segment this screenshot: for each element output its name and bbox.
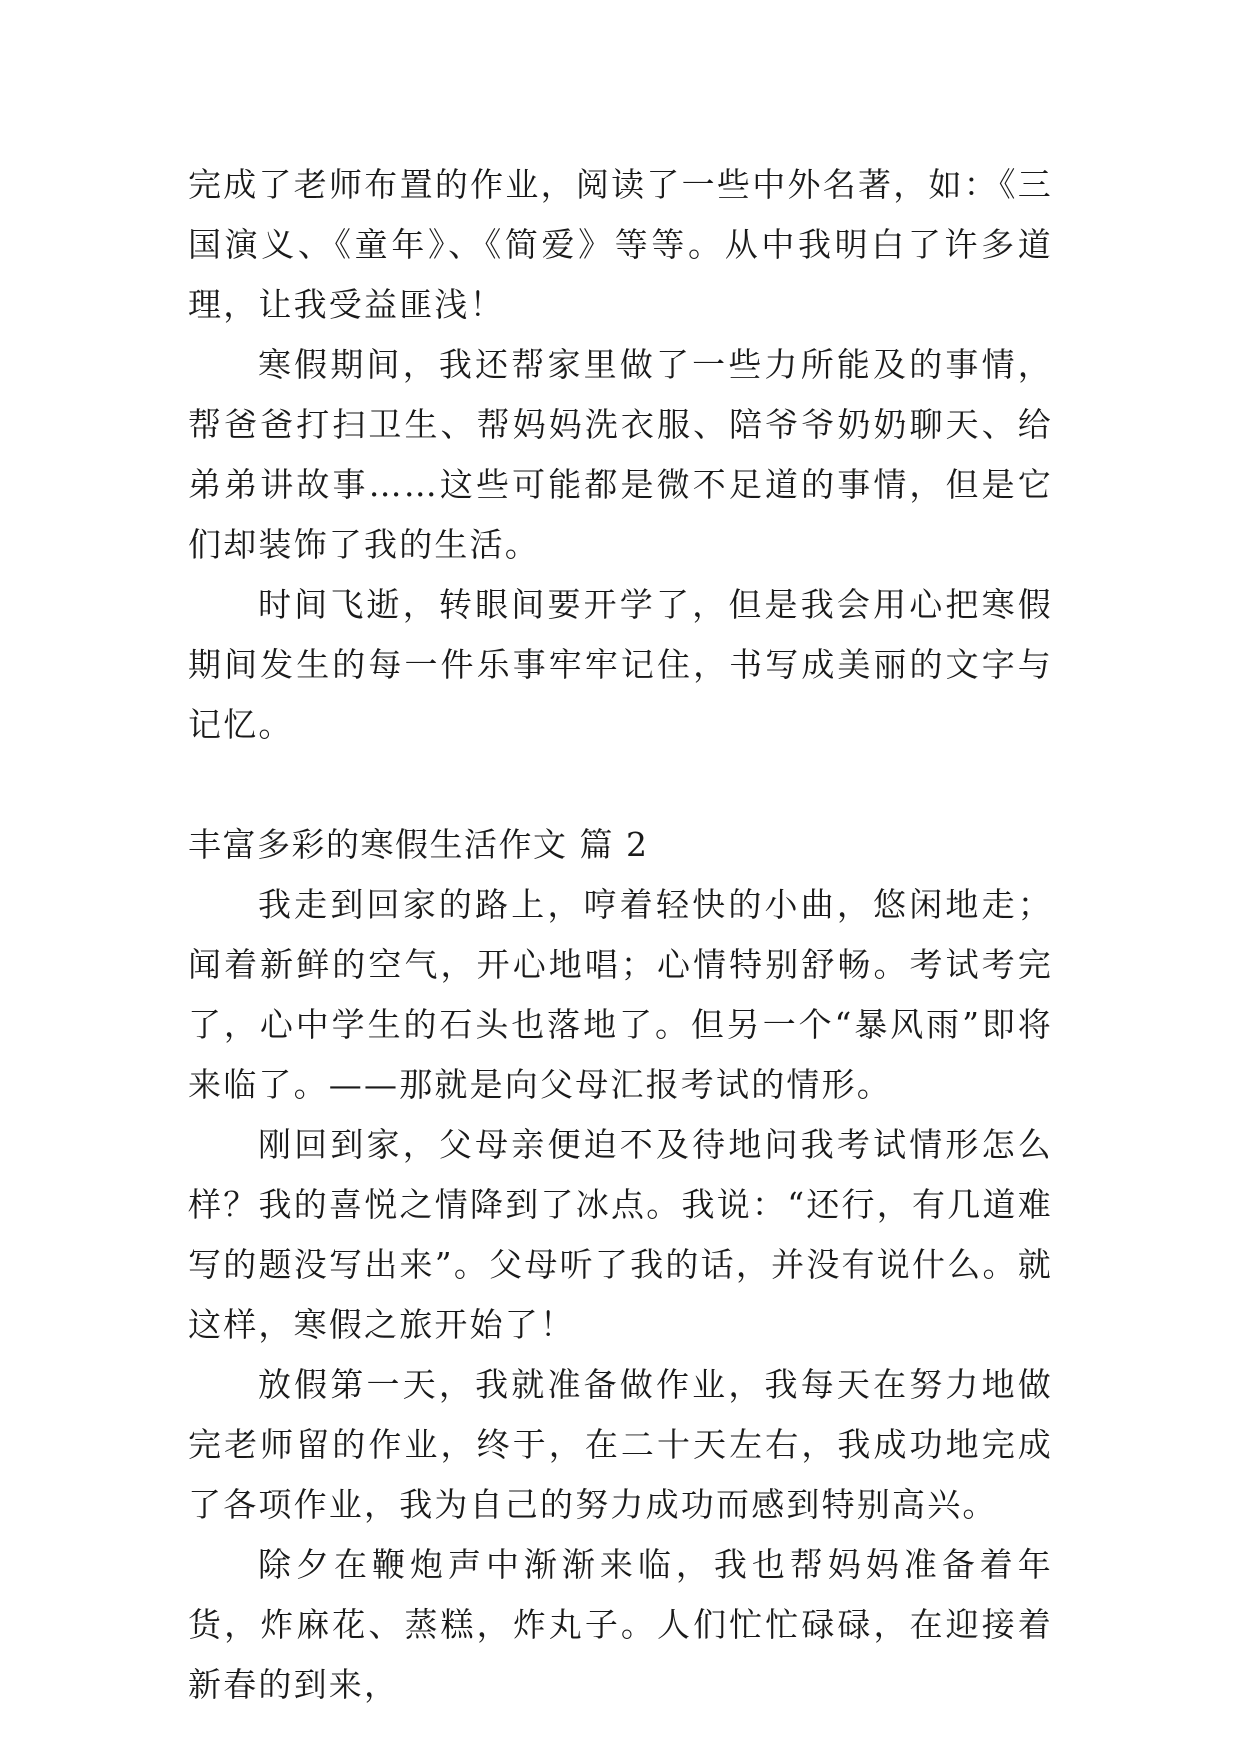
paragraph: 刚回到家，父母亲便迫不及待地问我考试情形怎么样？我的喜悦之情降到了冰点。我说：“还行，有几道难写的题没写出来”。父母听了我的话，并没有说什么。就这样，寒假之旅开始了！: [188, 1125, 1053, 1344]
section-heading: 丰富多彩的寒假生活作文 篇 2: [188, 825, 649, 864]
paragraph: 放假第一天，我就准备做作业，我每天在努力地做完老师留的作业，终于，在二十天左右，我成功地完成了各项作业，我为自己的努力成功而感到特别高兴。: [188, 1365, 1053, 1524]
paragraph: 寒假期间，我还帮家里做了一些力所能及的事情，帮爸爸打扫卫生、帮妈妈洗衣服、陪爷爷奶奶聊天、给弟弟讲故事……这些可能都是微不足道的事情，但是它们却装饰了我的生活。: [188, 345, 1053, 564]
paragraph: 除夕在鞭炮声中渐渐来临，我也帮妈妈准备着年货，炸麻花、蒸糕，炸丸子。人们忙忙碌碌，在迎接着新春的到来，: [188, 1545, 1053, 1704]
paragraph: 时间飞逝，转眼间要开学了，但是我会用心把寒假期间发生的每一件乐事牢牢记住，书写成美丽的文字与记忆。: [188, 585, 1053, 744]
paragraph-continued: 完成了老师布置的作业，阅读了一些中外名著，如：《三国演义、《童年》、《简爱》等等。从中我明白了许多道理，让我受益匪浅！: [188, 165, 1053, 324]
paragraph: 我走到回家的路上，哼着轻快的小曲，悠闲地走；闻着新鲜的空气，开心地唱；心情特别舒畅。考试考完了，心中学生的石头也落地了。但另一个“暴风雨”即将来临了。——那就是向父母汇报考试的情形。: [188, 885, 1053, 1104]
document-body: [188, 155, 1053, 1715]
